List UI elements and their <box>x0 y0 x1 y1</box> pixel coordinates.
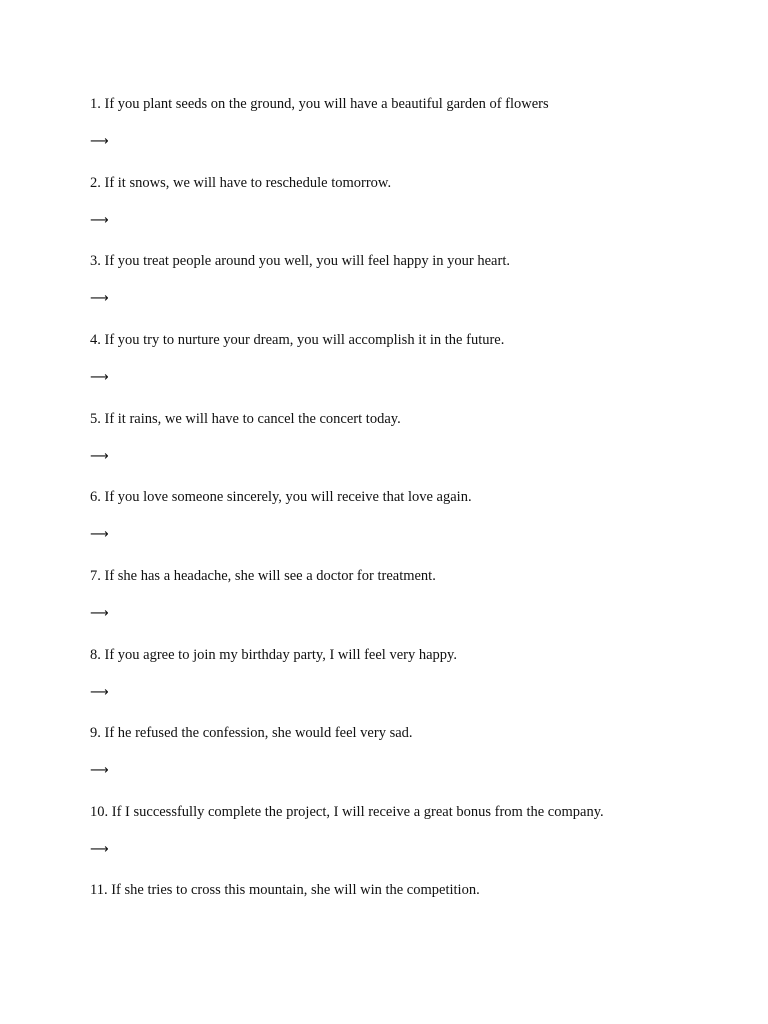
exercise-sentence: 2. If it snows, we will have to reschedule tomorrow. <box>90 175 392 191</box>
exercise-item-6 <box>90 488 730 542</box>
exercise-item-1 <box>90 95 730 149</box>
exercise-item-11 <box>90 881 730 899</box>
answer-arrow-icon: ⟶ <box>90 449 109 464</box>
exercise-item-5 <box>90 410 730 464</box>
answer-arrow-icon: ⟶ <box>90 213 109 228</box>
exercise-sentence: 10. If I successfully complete the project, I will receive a great bonus from the company. <box>90 804 604 820</box>
exercise-sentence: 8. If you agree to join my birthday party, I will feel very happy. <box>90 647 457 663</box>
exercise-sentence: 5. If it rains, we will have to cancel the concert today. <box>90 411 401 427</box>
exercise-item-4 <box>90 331 730 385</box>
exercise-item-10 <box>90 803 730 857</box>
exercise-sentence: 7. If she has a headache, she will see a doctor for treatment. <box>90 568 436 584</box>
exercise-item-2 <box>90 174 730 228</box>
exercise-item-9 <box>90 724 730 778</box>
exercise-sentence: 4. If you try to nurture your dream, you will accomplish it in the future. <box>90 332 505 348</box>
answer-arrow-icon: ⟶ <box>90 763 109 778</box>
answer-arrow-icon: ⟶ <box>90 134 109 149</box>
answer-arrow-icon: ⟶ <box>90 291 109 306</box>
exercise-sentence: 11. If she tries to cross this mountain, she will win the competition. <box>90 882 480 898</box>
exercise-sentence: 9. If he refused the confession, she would feel very sad. <box>90 725 413 741</box>
exercise-item-3 <box>90 252 730 306</box>
exercise-item-8 <box>90 646 730 700</box>
answer-arrow-icon: ⟶ <box>90 370 109 385</box>
exercise-sentence: 1. If you plant seeds on the ground, you will have a beautiful garden of flowers <box>90 96 549 112</box>
answer-arrow-icon: ⟶ <box>90 527 109 542</box>
exercise-sentence: 6. If you love someone sincerely, you will receive that love again. <box>90 489 472 505</box>
exercise-sentence: 3. If you treat people around you well, you will feel happy in your heart. <box>90 253 510 269</box>
answer-arrow-icon: ⟶ <box>90 606 109 621</box>
answer-arrow-icon: ⟶ <box>90 685 109 700</box>
answer-arrow-icon: ⟶ <box>90 842 109 857</box>
exercise-item-7 <box>90 567 730 621</box>
